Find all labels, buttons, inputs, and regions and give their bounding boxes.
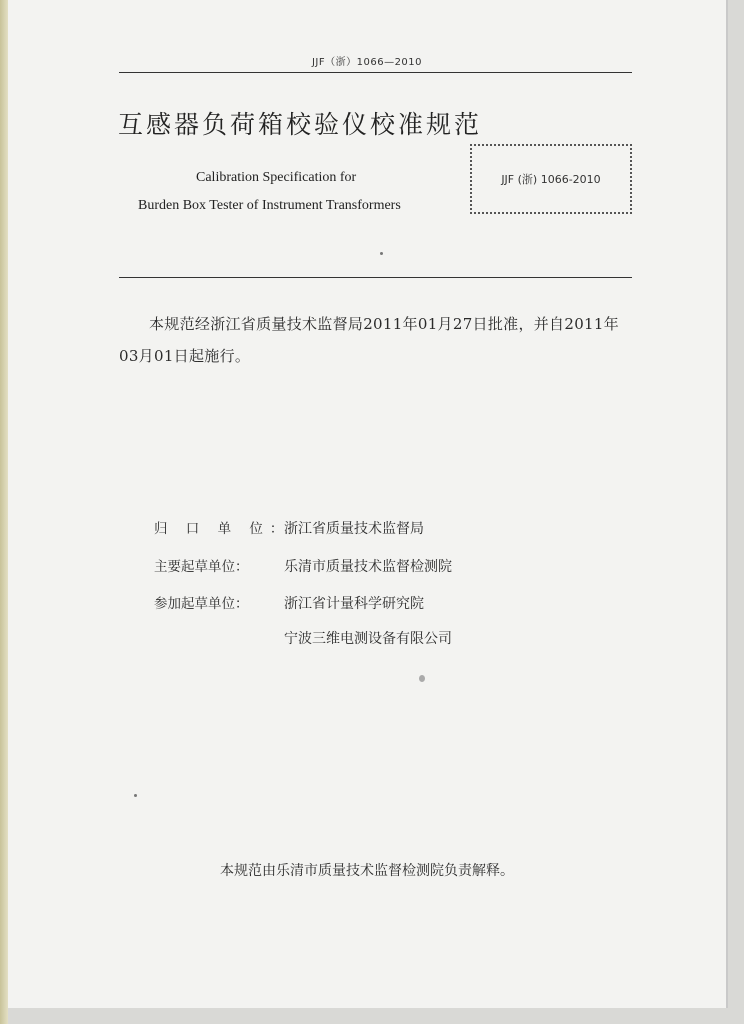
scan-speck: [134, 794, 137, 797]
title-rule: [119, 277, 632, 278]
unit-row-main-drafter: [154, 555, 452, 576]
unit-value: 乐清市质量技术监督检测院: [284, 559, 452, 575]
header-rule: [119, 72, 632, 73]
header-code: JJF（浙）1066—2010: [311, 57, 423, 68]
title-chinese: 互感器负荷箱校验仪校准规范: [118, 110, 483, 139]
unit-value: 宁波三维电测设备有限公司: [284, 631, 452, 647]
unit-label: 归 口 单 位：: [154, 521, 291, 537]
unit-label: 主要起草单位：: [154, 559, 249, 575]
title-english-line2: Burden Box Tester of Instrument Transformers: [138, 198, 401, 213]
unit-row-participant-2: [154, 628, 452, 648]
unit-value: 浙江省质量技术监督局: [284, 521, 424, 537]
unit-row-participant: [154, 592, 424, 613]
unit-value: 浙江省计量科学研究院: [284, 596, 424, 612]
binding-edge: [0, 0, 8, 1024]
unit-label: 参加起草单位：: [154, 596, 249, 612]
document-page: [8, 0, 728, 1008]
scan-speck: [380, 252, 383, 255]
scan-speck: [419, 675, 425, 682]
code-box-text: JJF (浙) 1066-2010: [501, 173, 601, 186]
approval-statement: 本规范经浙江省质量技术监督局2011年01月27日批准，并自2011年03月01日起施行。: [119, 315, 620, 365]
unit-row-responsible: [154, 517, 424, 538]
title-english-line1: Calibration Specification for: [196, 170, 357, 185]
code-box: [470, 144, 632, 214]
interpretation-note: 本规范由乐清市质量技术监督检测院负责解释。: [220, 863, 514, 879]
